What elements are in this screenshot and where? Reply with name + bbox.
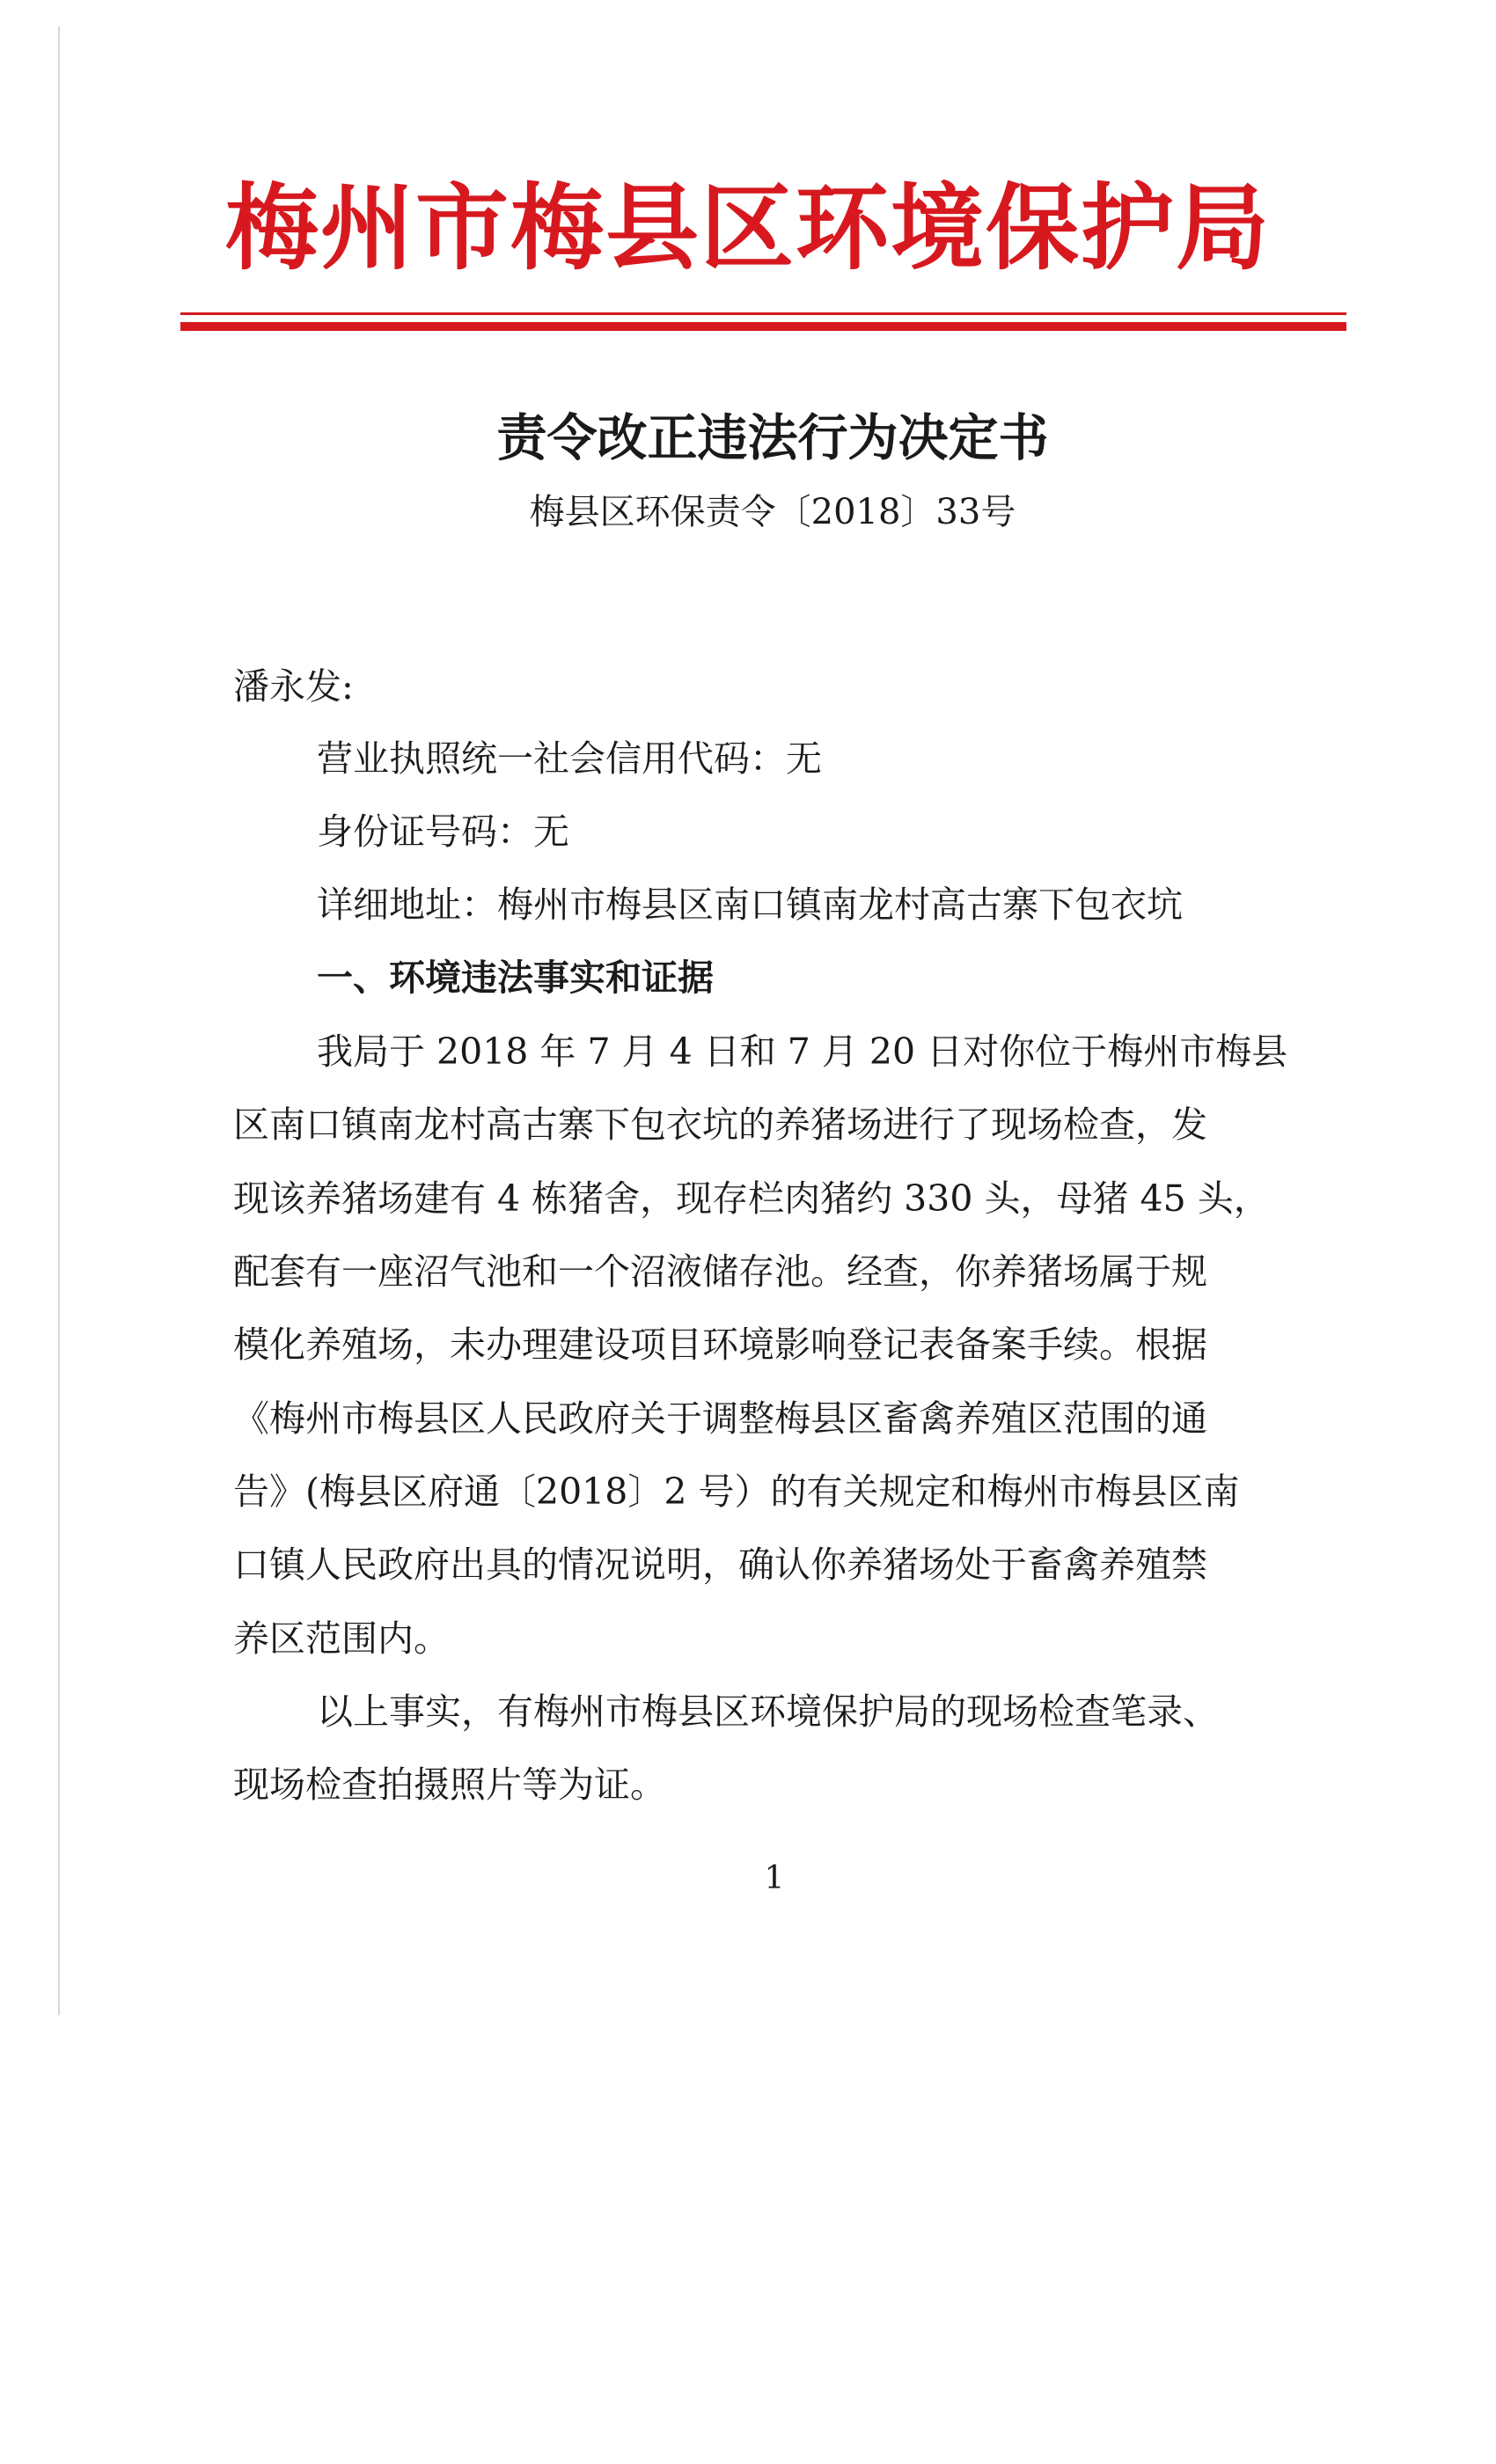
paragraph-line: 口镇人民政府出具的情况说明，确认你养猪场处于畜禽养殖禁	[233, 1544, 1207, 1586]
section-heading: 一、环境违法事实和证据	[317, 957, 714, 999]
paragraph-line: 区南口镇南龙村高古寨下包衣坑的养猪场进行了现场检查，发	[233, 1104, 1207, 1146]
id-number-line: 身份证号码：无	[317, 810, 569, 853]
letterhead-title: 梅州市梅县区环境保护局	[225, 174, 1271, 282]
paragraph-line: 《梅州市梅县区人民政府关于调整梅县区畜禽养殖区范围的通	[233, 1397, 1207, 1440]
paragraph-line: 以上事实，有梅州市梅县区环境保护局的现场检查笔录、	[317, 1690, 1219, 1733]
paragraph-line: 现该养猪场建有 4 栋猪舍，现存栏肉猪约 330 头，母猪 45 头，	[233, 1177, 1270, 1220]
paragraph-line: 模化养殖场，未办理建设项目环境影响登记表备案手续。根据	[233, 1324, 1207, 1366]
letterhead-rule-thin	[180, 312, 1346, 315]
addressee: 潘永发:	[233, 665, 354, 708]
paragraph-line: 现场检查拍摄照片等为证。	[233, 1764, 666, 1806]
paragraph-line: 养区范围内。	[233, 1617, 450, 1660]
letterhead-rule-thick	[180, 322, 1346, 331]
address-line: 详细地址：梅州市梅县区南口镇南龙村高古寨下包衣坑	[317, 884, 1183, 926]
document-title: 责令改正违法行为决定书	[496, 409, 1049, 467]
page-number: 1	[764, 1860, 785, 1896]
paragraph-line: 我局于 2018 年 7 月 4 日和 7 月 20 日对你位于梅州市梅县	[317, 1030, 1288, 1073]
scan-edge-shadow	[58, 26, 60, 2015]
paragraph-line: 告》(梅县区府通〔2018〕2 号）的有关规定和梅州市梅县区南	[233, 1470, 1240, 1513]
document-number: 梅县区环保责令〔2018〕33号	[529, 492, 1016, 532]
paragraph-line: 配套有一座沼气池和一个沼液储存池。经查，你养猪场属于规	[233, 1250, 1207, 1293]
credit-code-line: 营业执照统一社会信用代码：无	[317, 737, 822, 780]
